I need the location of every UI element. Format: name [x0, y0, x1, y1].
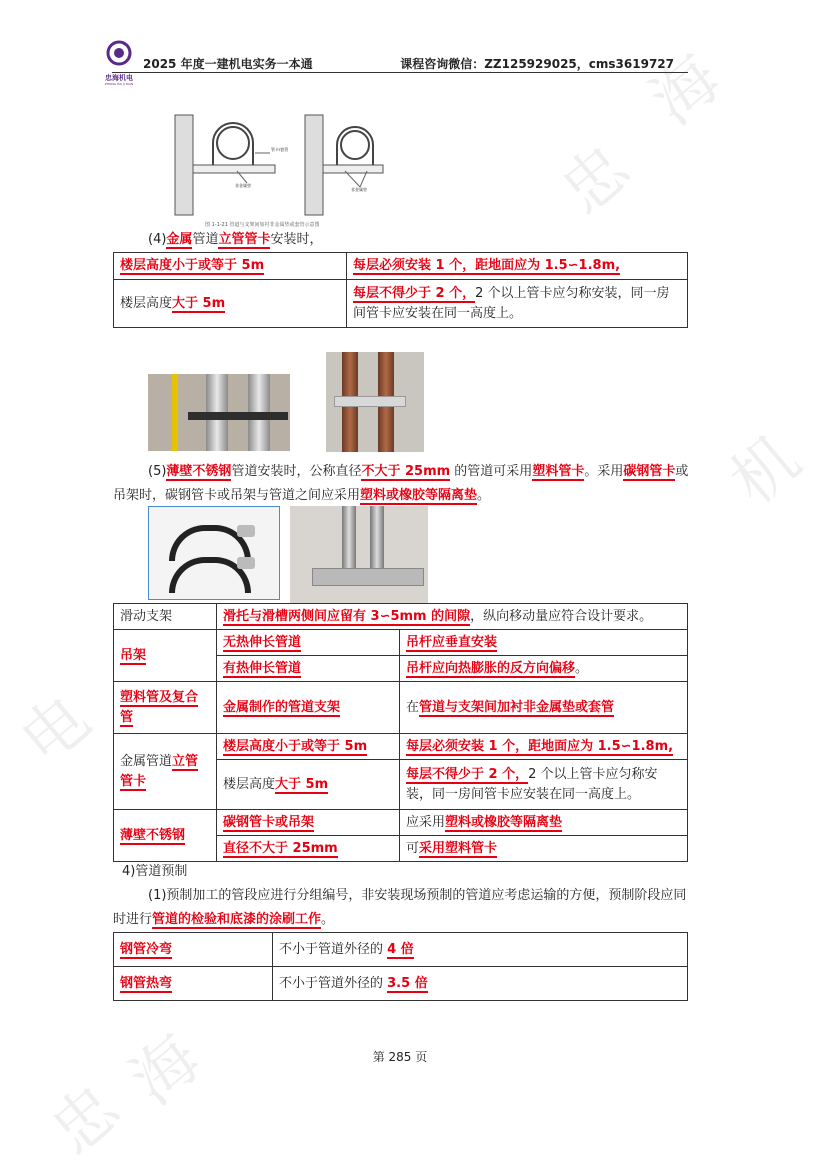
watermark: 机	[717, 421, 815, 520]
support-diagram	[175, 115, 385, 235]
page-title: 2025 年度一建机电实务一本通	[143, 57, 313, 71]
photo-pipe-clamp-ruler	[148, 374, 290, 451]
watermark: 忠	[547, 131, 645, 230]
logo-text: 忠海机电	[105, 74, 133, 82]
prefab-paragraph: (1)预制加工的管段应进行分组编号，非安装现场预制的管道应考虑运输的方便，预制阶段应同时进行管道的检验和底漆的涂刷工作。	[113, 888, 687, 927]
photo-rubber-lined-clamps	[148, 506, 280, 600]
page-number: 第 285 页	[372, 1050, 428, 1064]
table-cell: 滑动支架	[114, 604, 217, 630]
table-cell: 每层必须安装 1 个，距地面应为 1.5∽1.8m,	[353, 258, 621, 273]
header-divider	[112, 72, 688, 73]
photo-stainless-pipes-support	[290, 506, 428, 604]
diagram-label: 管卡/套管	[271, 147, 289, 152]
watermark: 电	[7, 681, 105, 780]
logo-subtext: ZHONG HAI JI DIAN	[104, 82, 134, 86]
watermark: 忠	[37, 1071, 135, 1170]
watermark: 海	[637, 41, 735, 140]
contact-info: 课程咨询微信：ZZ125929025，cms3619727	[400, 57, 674, 71]
watermark: 海	[117, 1021, 215, 1120]
section-5-paragraph: (5)薄壁不锈钢管道安装时，公称直径不大于 25mm 的管道可采用塑料管卡。采用碳钢管卡或吊架时，碳钢管卡或吊架与管道之间应采用塑料或橡胶等隔离垫。	[113, 464, 689, 503]
riser-clamp-table: 楼层高度小于或等于 5m 每层必须安装 1 个，距地面应为 1.5∽1.8m, 楼层高度大于 5m 每层不得少于 2 个，2 个以上管卡应匀称安装，同一房间管卡应安装在同一高度上。	[113, 252, 688, 328]
table-cell: 楼层高度小于或等于 5m	[120, 258, 265, 273]
prefab-heading: 4)管道预制	[122, 864, 188, 879]
section-4-heading: (4)金属管道立管管卡安装时，	[148, 232, 323, 247]
diagram-label: 非金属垫	[235, 183, 251, 188]
bend-radius-table: 钢管冷弯 不小于管道外径的 4 倍 钢管热弯 不小于管道外径的 3.5 倍	[113, 932, 688, 1001]
photo-copper-pipes-clamp	[326, 352, 424, 452]
support-summary-table: 滑动支架 滑托与滑槽两侧间应留有 3∽5mm 的间隙，纵向移动量应符合设计要求。 吊架 无热伸长管道 吊杆应垂直安装 有热伸长管道 吊杆应向热膨胀的反方向偏移。 塑料管及复合管 金属制作的管道支架 在管道与支架间加衬非金属垫或套管 金属管道立管管卡 楼层高度小于或等于 5m 每层必须安装 1 个，距地面应为 1.5∽1.8m, 楼层高度大于 5m 每层不得少于 2 个，2 个以上管卡应匀称安装，同一房间管卡应安装在同一高度上。 薄壁不锈钢 碳钢管卡或吊架 应采用塑料或橡胶等隔离垫 直径不大于 25mm 可采用塑料管卡	[113, 603, 688, 862]
diagram-caption: 图 1-1-21 管道与支架间加衬非金属垫或套管示意图	[205, 222, 320, 228]
diagram-label: 非金属垫	[351, 187, 367, 192]
